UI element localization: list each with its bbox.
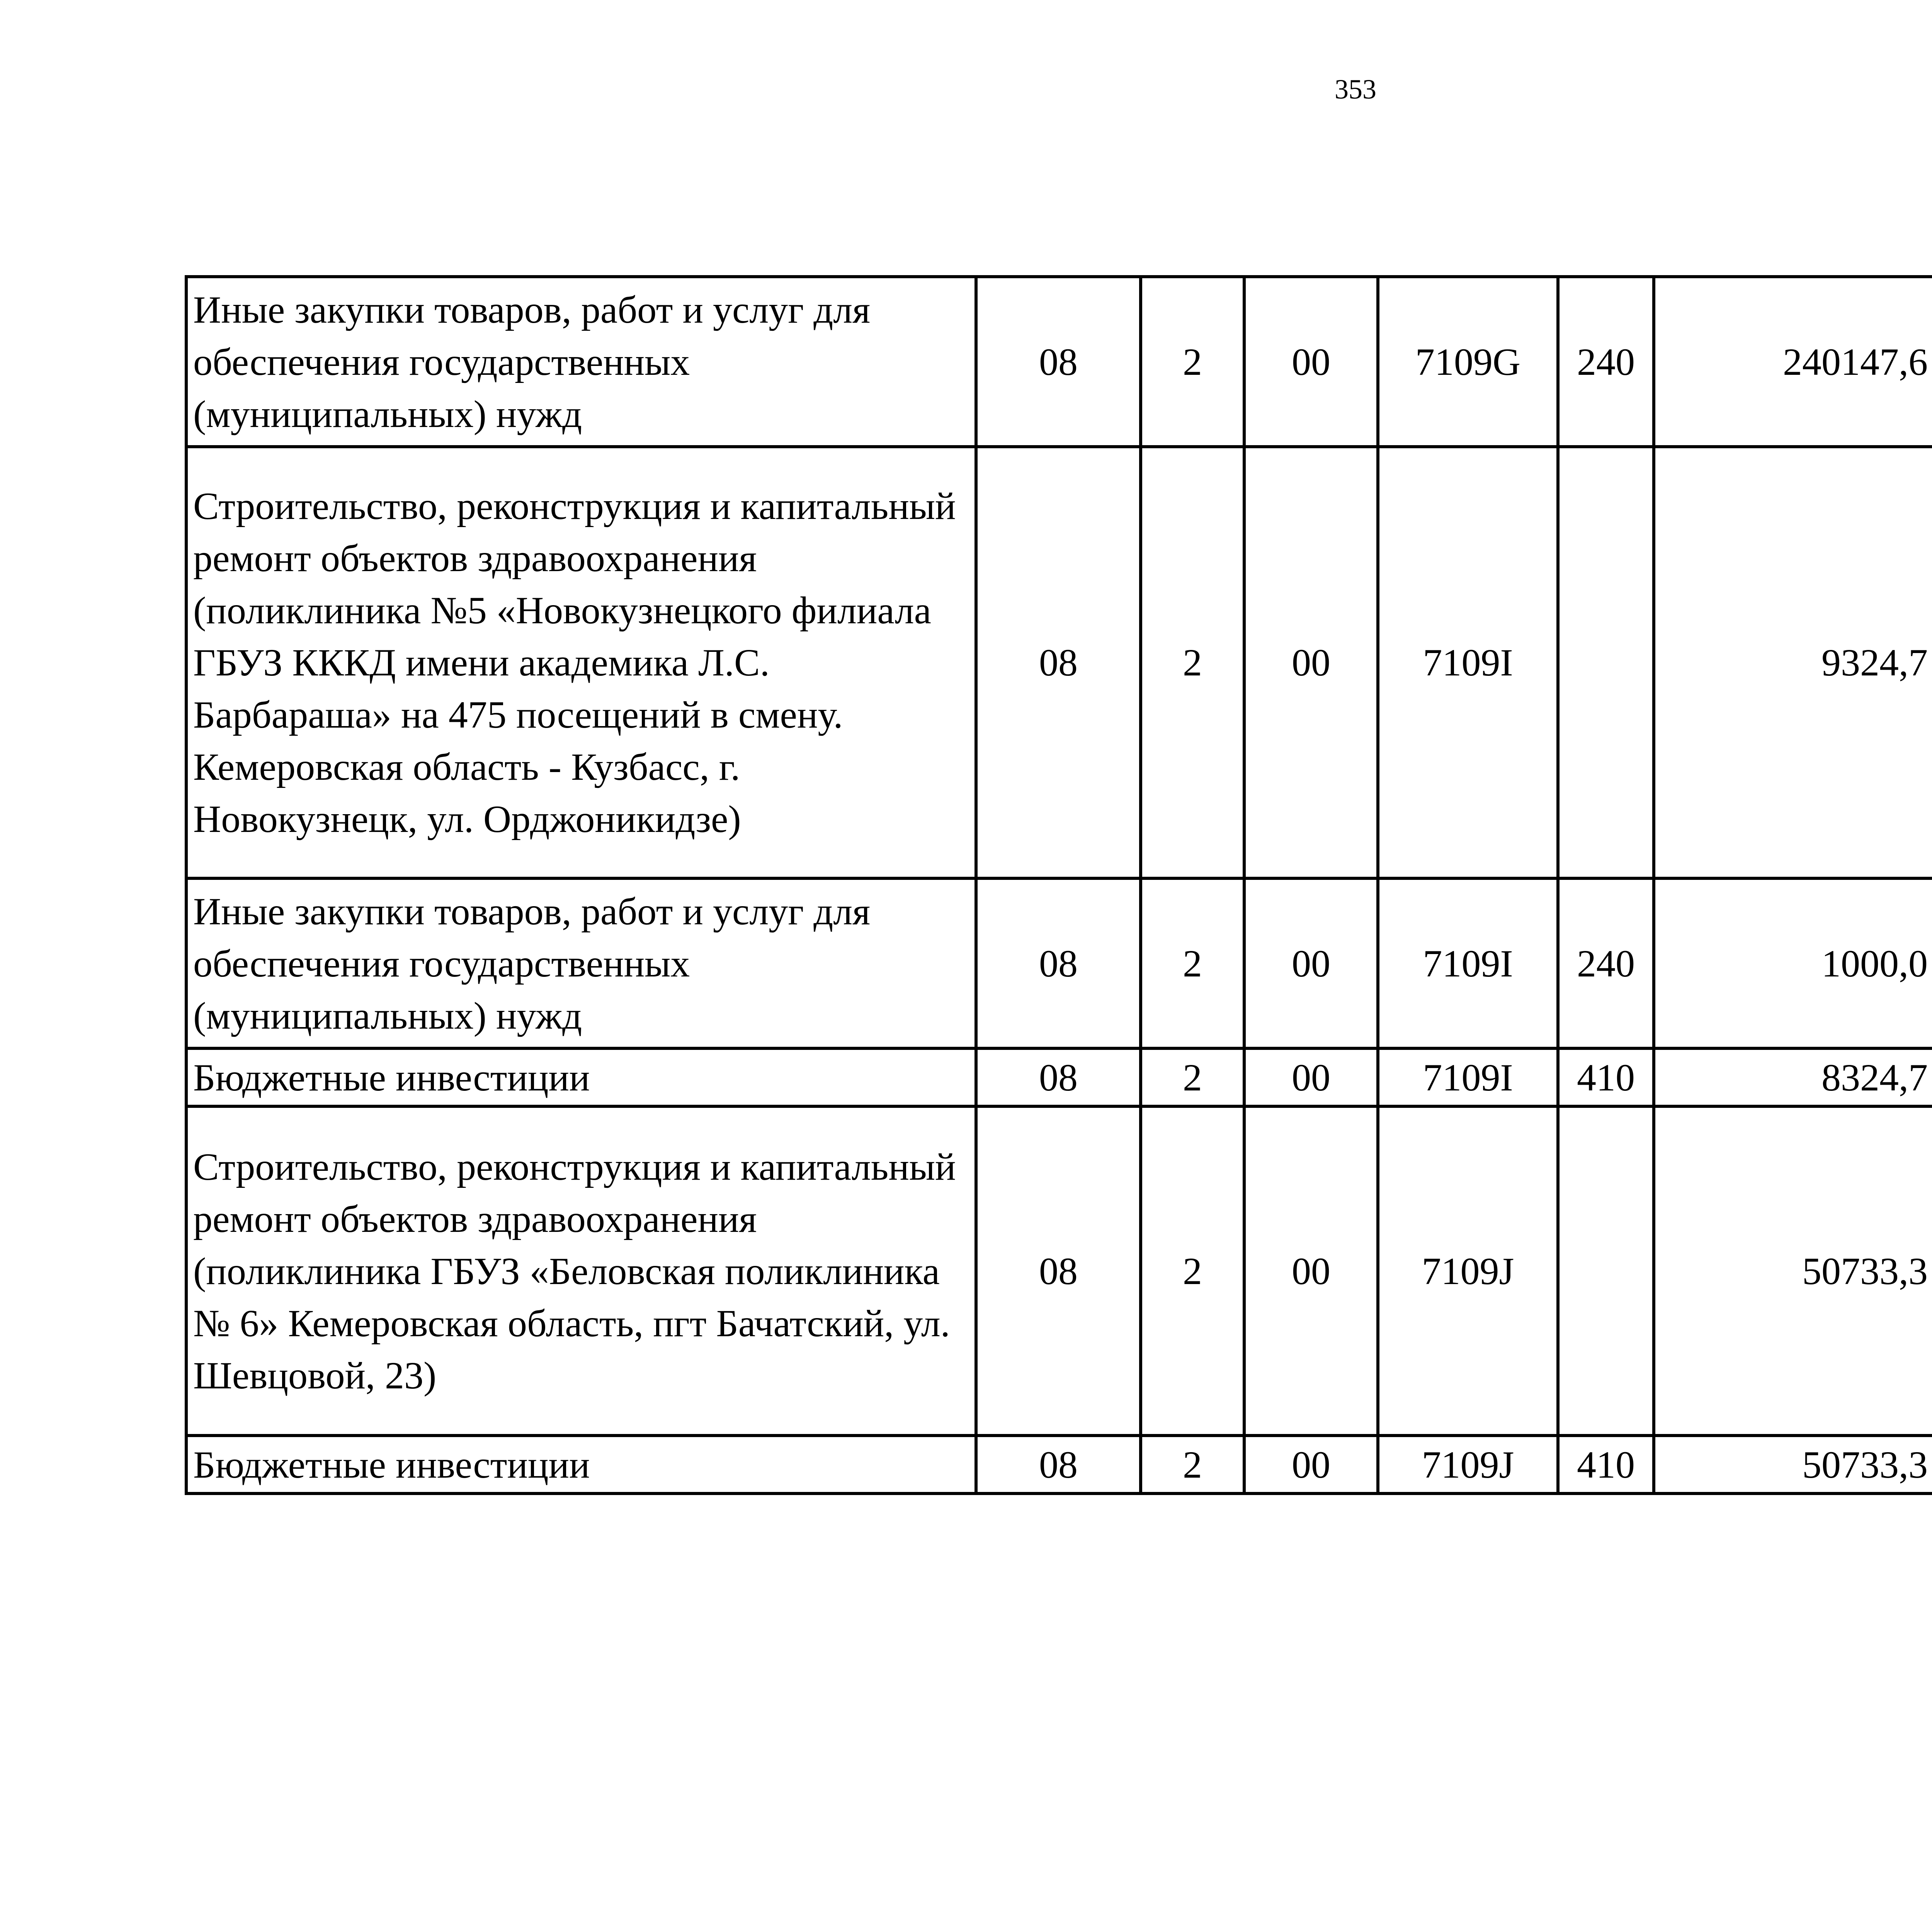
direction-code: 7109J <box>1378 1106 1558 1436</box>
subprogram-code: 00 <box>1244 1106 1378 1436</box>
expense-type-code: 240 <box>1558 878 1654 1048</box>
table-row <box>186 277 1932 447</box>
amount-1: 9324,7 <box>1654 447 1932 878</box>
subprogram-code: 00 <box>1244 878 1378 1048</box>
amount-1: 8324,7 <box>1654 1048 1932 1106</box>
section-code: 08 <box>976 878 1141 1048</box>
table-row <box>186 1436 1932 1493</box>
direction-code: 7109I <box>1378 1048 1558 1106</box>
item-name: Строительство, реконструкция и капитальный ремонт объектов здравоохранения (поликлиника ГБУЗ «Беловская поликлиника № 6» Кемеровская область, пгт Бачатский, ул. Шевцовой, 23) <box>186 1106 976 1436</box>
direction-code: 7109J <box>1378 1436 1558 1493</box>
program-code: 2 <box>1141 1048 1244 1106</box>
section-code: 08 <box>976 1436 1141 1493</box>
program-code: 2 <box>1141 277 1244 447</box>
expense-type-code: 410 <box>1558 1048 1654 1106</box>
item-name: Иные закупки товаров, работ и услуг для обеспечения государственных (муниципальных) нужд <box>186 878 976 1048</box>
section-code: 08 <box>976 447 1141 878</box>
amount-1: 240147,6 <box>1654 277 1932 447</box>
program-code: 2 <box>1141 1436 1244 1493</box>
table-row <box>186 878 1932 1048</box>
subprogram-code: 00 <box>1244 1048 1378 1106</box>
expense-type-code: 240 <box>1558 277 1654 447</box>
subprogram-code: 00 <box>1244 447 1378 878</box>
program-code: 2 <box>1141 447 1244 878</box>
amount-1: 50733,3 <box>1654 1436 1932 1493</box>
direction-code: 7109I <box>1378 878 1558 1048</box>
amount-1: 1000,0 <box>1654 878 1932 1048</box>
direction-code: 7109G <box>1378 277 1558 447</box>
table-row <box>186 447 1932 878</box>
program-code: 2 <box>1141 878 1244 1048</box>
item-name: Строительство, реконструкция и капитальный ремонт объектов здравоохранения (поликлиника №5 «Новокузнецкого филиала ГБУЗ КККД имени академика Л.С. Барбараша» на 475 посещений в смену. Кемеровская область - Кузбасс, г. Новокузнецк, ул. Орджоникидзе) <box>186 447 976 878</box>
direction-code: 7109I <box>1378 447 1558 878</box>
item-name: Бюджетные инвестиции <box>186 1436 976 1493</box>
page-number: 353 <box>1335 74 1376 105</box>
section-code: 08 <box>976 277 1141 447</box>
item-name: Бюджетные инвестиции <box>186 1048 976 1106</box>
expense-type-code: 410 <box>1558 1436 1654 1493</box>
amount-1: 50733,3 <box>1654 1106 1932 1436</box>
section-code: 08 <box>976 1048 1141 1106</box>
subprogram-code: 00 <box>1244 1436 1378 1493</box>
table-row <box>186 1048 1932 1106</box>
subprogram-code: 00 <box>1244 277 1378 447</box>
program-code: 2 <box>1141 1106 1244 1436</box>
expense-type-code <box>1558 447 1654 878</box>
budget-table <box>185 275 1932 1495</box>
item-name: Иные закупки товаров, работ и услуг для обеспечения государственных (муниципальных) нужд <box>186 277 976 447</box>
expense-type-code <box>1558 1106 1654 1436</box>
table-row <box>186 1106 1932 1436</box>
section-code: 08 <box>976 1106 1141 1436</box>
